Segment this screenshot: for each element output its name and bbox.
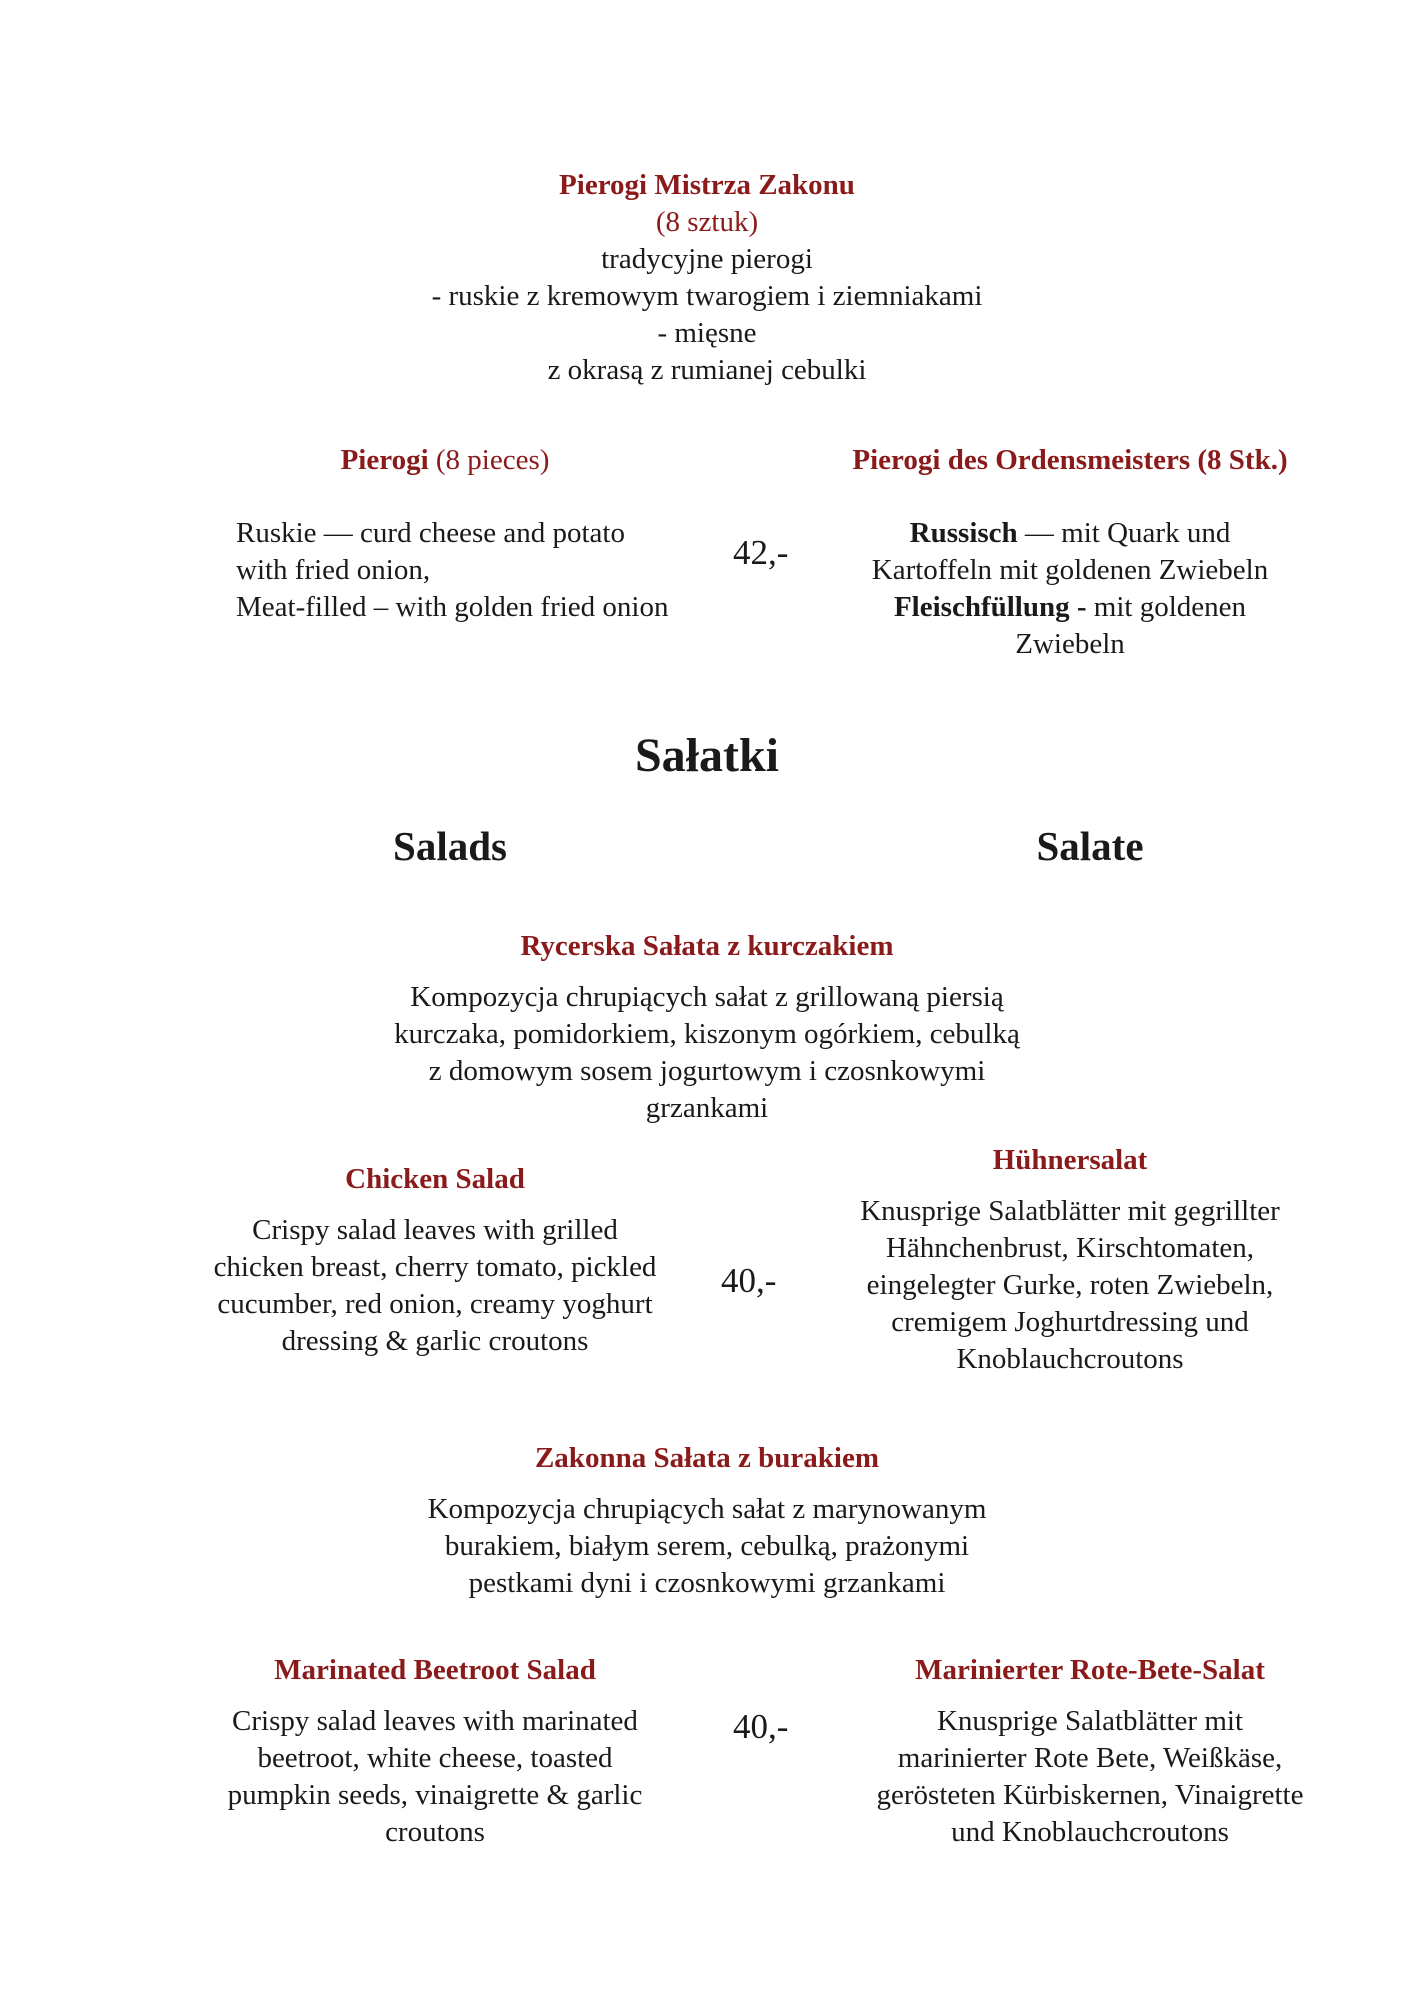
beet-salad-en bbox=[165, 1652, 705, 1851]
beet-salad-en-line: pumpkin seeds, vinaigrette & garlic bbox=[227, 1779, 643, 1811]
chicken-salad-de-line: Hähnchenbrust, Kirschtomaten, bbox=[885, 1232, 1255, 1264]
pierogi-pl-line: - ruskie z kremowym twarogiem i ziemniakami bbox=[431, 280, 983, 312]
chicken-salad-pl-line: grzankami bbox=[645, 1092, 769, 1124]
chicken-salad-en-line: Crispy salad leaves with grilled bbox=[252, 1214, 618, 1246]
beet-salad-en-title: Marinated Beetroot Salad bbox=[274, 1654, 596, 1686]
chicken-salad-de bbox=[800, 1142, 1340, 1378]
beet-salad-en-line: beetroot, white cheese, toasted bbox=[257, 1742, 613, 1774]
chicken-salad-pl-line: z domowym sosem jogurtowym i czosnkowymi bbox=[428, 1055, 986, 1087]
beet-salad-price: 40,- bbox=[733, 1707, 789, 1746]
chicken-salad-pl bbox=[357, 928, 1057, 1127]
beet-salad-de bbox=[820, 1652, 1360, 1851]
beet-salad-en-line: croutons bbox=[385, 1816, 485, 1848]
chicken-salad-en bbox=[165, 1161, 705, 1360]
chicken-salad-de-line: eingelegter Gurke, roten Zwiebeln, bbox=[866, 1269, 1274, 1301]
pierogi-pl-line: - mięsne bbox=[657, 317, 757, 349]
section-title-en: Salads bbox=[393, 823, 507, 869]
chicken-salad-en-line: chicken breast, cherry tomato, pickled bbox=[213, 1251, 657, 1283]
pierogi-en-line: Ruskie — curd cheese and potato bbox=[236, 517, 625, 549]
pierogi-en-title-suffix: (8 pieces) bbox=[428, 444, 550, 476]
pierogi-de-line3-bold: Fleischfüllung - bbox=[893, 591, 1087, 623]
pierogi-en-title: Pierogi bbox=[340, 444, 429, 476]
beet-salad-de-line: und Knoblauchcroutons bbox=[951, 1816, 1229, 1848]
beet-salad-pl-line: pestkami dyni i czosnkowymi grzankami bbox=[468, 1567, 946, 1599]
beet-salad-pl-line: burakiem, białym serem, cebulką, prażonymi bbox=[444, 1530, 970, 1562]
pierogi-pl-line: z okrasą z rumianej cebulki bbox=[547, 354, 867, 386]
pierogi-pl-count: (8 sztuk) bbox=[655, 206, 759, 238]
beet-salad-de-line: marinierter Rote Bete, Weißkäse, bbox=[897, 1742, 1283, 1774]
pierogi-de bbox=[800, 442, 1340, 663]
pierogi-en-heading bbox=[220, 442, 670, 479]
chicken-salad-de-title: Hühnersalat bbox=[992, 1144, 1148, 1176]
pierogi-pl bbox=[357, 167, 1057, 389]
pierogi-de-line3-rest: mit goldenen bbox=[1086, 591, 1247, 623]
pierogi-de-line2: Kartoffeln mit goldenen Zwiebeln bbox=[871, 554, 1269, 586]
beet-salad-en-line: Crispy salad leaves with marinated bbox=[232, 1705, 638, 1737]
chicken-salad-de-line: Knusprige Salatblätter mit gegrillter bbox=[860, 1195, 1280, 1227]
pierogi-en-line: with fried onion, bbox=[236, 554, 431, 586]
chicken-salad-en-title: Chicken Salad bbox=[345, 1163, 525, 1195]
beet-salad-de-title: Marinierter Rote-Bete-Salat bbox=[915, 1654, 1265, 1686]
pierogi-de-line1-bold: Russisch bbox=[909, 517, 1018, 549]
chicken-salad-price: 40,- bbox=[721, 1261, 777, 1300]
pierogi-pl-title: Pierogi Mistrza Zakonu bbox=[559, 169, 855, 201]
pierogi-de-line4: Zwiebeln bbox=[1015, 628, 1125, 660]
pierogi-price: 42,- bbox=[733, 533, 789, 572]
beet-salad-pl-line: Kompozycja chrupiących sałat z marynowanym bbox=[427, 1493, 987, 1525]
section-title-de: Salate bbox=[1036, 823, 1144, 869]
pierogi-de-title: Pierogi des Ordensmeisters (8 Stk.) bbox=[852, 444, 1288, 476]
section-title-pl: Sałatki bbox=[634, 729, 780, 782]
pierogi-en-line: Meat-filled – with golden fried onion bbox=[236, 591, 669, 623]
beet-salad-pl-title: Zakonna Sałata z burakiem bbox=[534, 1442, 880, 1474]
chicken-salad-de-line: cremigem Joghurtdressing und bbox=[891, 1306, 1249, 1338]
chicken-salad-pl-line: kurczaka, pomidorkiem, kiszonym ogórkiem, cebulką bbox=[394, 1018, 1020, 1050]
chicken-salad-en-line: dressing & garlic croutons bbox=[281, 1325, 589, 1357]
chicken-salad-pl-title: Rycerska Sałata z kurczakiem bbox=[520, 930, 894, 962]
pierogi-en-description bbox=[236, 515, 756, 626]
beet-salad-de-line: Knusprige Salatblätter mit bbox=[936, 1705, 1244, 1737]
pierogi-pl-line: tradycyjne pierogi bbox=[601, 243, 813, 275]
pierogi-de-line1-rest: — mit Quark und bbox=[1017, 517, 1231, 549]
chicken-salad-en-line: cucumber, red onion, creamy yoghurt bbox=[217, 1288, 653, 1320]
chicken-salad-de-line: Knoblauchcroutons bbox=[956, 1343, 1184, 1375]
beet-salad-pl bbox=[357, 1440, 1057, 1602]
chicken-salad-pl-line: Kompozycja chrupiących sałat z grillowaną piersią bbox=[410, 981, 1004, 1013]
beet-salad-de-line: gerösteten Kürbiskernen, Vinaigrette bbox=[876, 1779, 1304, 1811]
